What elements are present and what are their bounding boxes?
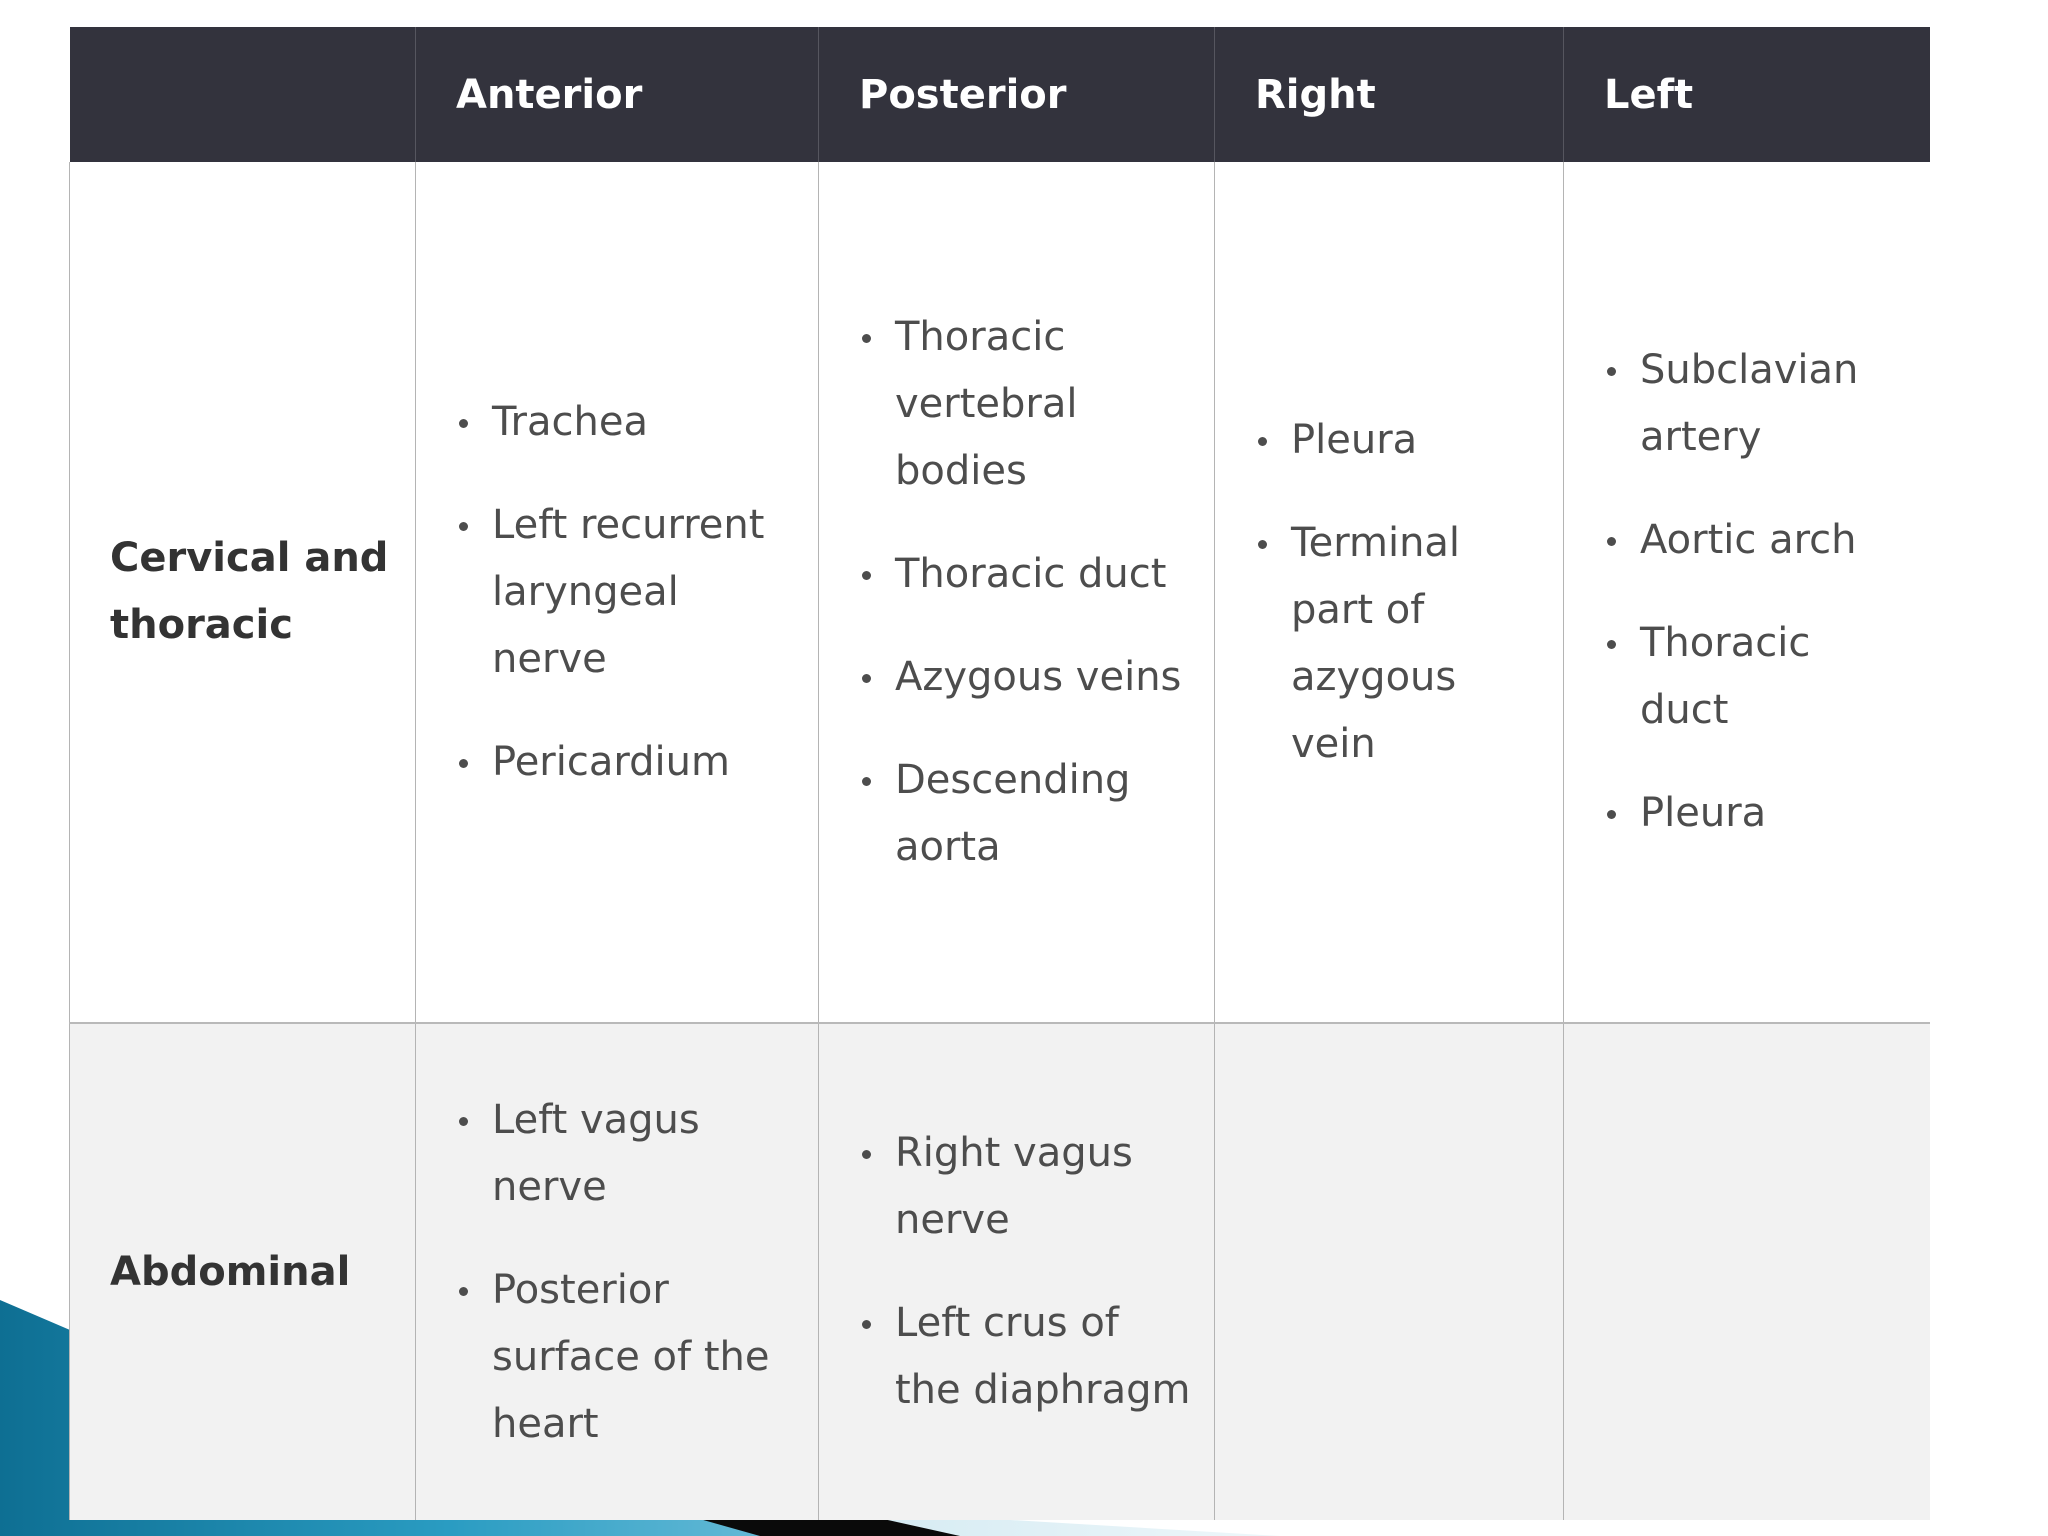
header-row <box>70 27 1930 162</box>
header-cell-anterior: Anterior <box>416 27 819 162</box>
list-item: Descending aorta <box>859 747 1194 881</box>
cell-abdominal-posterior <box>819 1023 1215 1520</box>
relations-list <box>859 1120 1194 1424</box>
relations-list <box>859 304 1194 881</box>
anatomy-relations-table-container <box>69 27 1929 1520</box>
cell-abdominal-anterior <box>416 1023 819 1520</box>
list-item: Thoracic duct <box>859 541 1194 608</box>
cell-cervical-left <box>1564 162 1930 1023</box>
list-item: Terminal part of azygous vein <box>1255 510 1543 778</box>
table-row-cervical-thoracic <box>70 162 1930 1023</box>
list-item: Left recurrent laryngeal nerve <box>456 492 798 693</box>
table-header <box>70 27 1930 162</box>
row-label-abdominal: Abdominal <box>70 1023 416 1520</box>
list-item: Left crus of the diaphragm <box>859 1290 1194 1424</box>
header-cell-right: Right <box>1215 27 1564 162</box>
relations-list <box>456 1087 798 1458</box>
list-item: Subclavian artery <box>1604 337 1910 471</box>
list-item: Pleura <box>1604 780 1910 847</box>
list-item: Right vagus nerve <box>859 1120 1194 1254</box>
list-item: Aortic arch <box>1604 507 1910 574</box>
list-item: Thoracic vertebral bodies <box>859 304 1194 505</box>
cell-cervical-right <box>1215 162 1564 1023</box>
header-cell-empty <box>70 27 416 162</box>
cell-cervical-anterior <box>416 162 819 1023</box>
row-label-cervical-thoracic: Cervical and thoracic <box>70 162 416 1023</box>
list-item: Posterior surface of the heart <box>456 1257 798 1458</box>
cell-abdominal-right <box>1215 1023 1564 1520</box>
list-item: Azygous veins <box>859 644 1194 711</box>
table-row-abdominal <box>70 1023 1930 1520</box>
list-item: Thoracic duct <box>1604 610 1910 744</box>
list-item: Trachea <box>456 389 798 456</box>
relations-list <box>1255 407 1543 778</box>
cell-abdominal-left <box>1564 1023 1930 1520</box>
list-item: Pleura <box>1255 407 1543 474</box>
header-cell-posterior: Posterior <box>819 27 1215 162</box>
list-item: Left vagus nerve <box>456 1087 798 1221</box>
relations-list <box>456 389 798 796</box>
relations-list <box>1604 337 1910 847</box>
list-item: Pericardium <box>456 729 798 796</box>
anatomy-relations-table <box>69 27 1930 1520</box>
cell-cervical-posterior <box>819 162 1215 1023</box>
header-cell-left: Left <box>1564 27 1930 162</box>
